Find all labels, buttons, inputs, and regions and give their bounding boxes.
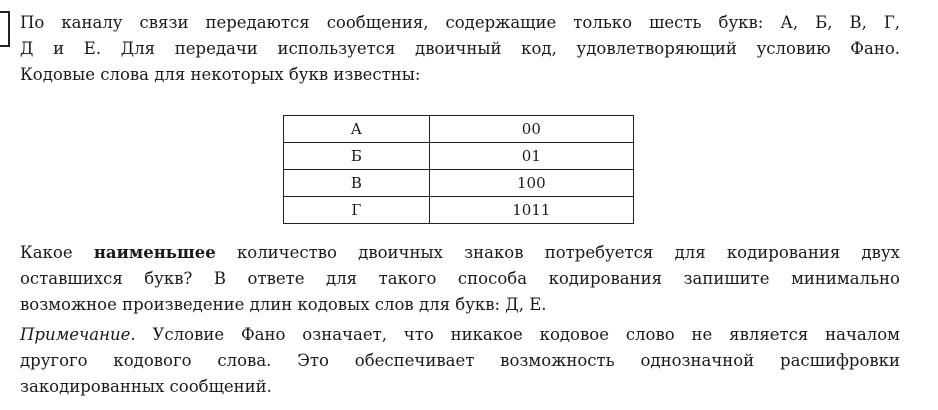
emphasis-word: наименьшее — [93, 243, 216, 262]
question-line-3: возможное произведение длин кодовых слов для букв: Д, Е. — [20, 295, 547, 314]
letter-cell: А — [284, 116, 430, 143]
table-row — [284, 116, 634, 143]
note-line-1 — [20, 322, 900, 348]
question-text: количество двоичных знаков потребуется для кодирования двух — [215, 243, 900, 262]
table-row — [284, 143, 634, 170]
intro-paragraph — [20, 10, 900, 88]
code-table — [283, 115, 634, 224]
code-cell: 1011 — [429, 197, 633, 224]
code-cell: 01 — [429, 143, 633, 170]
letter-cell: В — [284, 170, 430, 197]
intro-line-1: По каналу связи передаются сообщения, содержащие только шесть букв: А, Б, В, Г, — [20, 13, 900, 32]
question-line-2: оставшихся букв? В ответе для такого способа кодирования запишите минимально — [20, 269, 900, 288]
intro-line-3: Кодовые слова для некоторых букв известны: — [20, 65, 421, 84]
code-cell: 00 — [429, 116, 633, 143]
code-cell: 100 — [429, 170, 633, 197]
question-line-1 — [20, 240, 900, 266]
question-paragraph — [20, 240, 900, 318]
letter-cell: Б — [284, 143, 430, 170]
note-paragraph — [20, 322, 900, 400]
question-text: Какое — [20, 243, 94, 262]
intro-line-2: Д и Е. Для передачи используется двоичный код, удовлетворяющий условию Фано. — [20, 39, 900, 58]
letter-cell: Г — [284, 197, 430, 224]
task-number-box — [0, 11, 10, 47]
note-line-3: закодированных сообщений. — [20, 377, 272, 396]
table-row — [284, 197, 634, 224]
table-row — [284, 170, 634, 197]
note-text: Условие Фано означает, что никакое кодовое слово не является началом — [135, 325, 900, 344]
note-label: Примечание. — [20, 325, 136, 344]
note-line-2: другого кодового слова. Это обеспечивает возможность однозначной расшифровки — [20, 351, 900, 370]
